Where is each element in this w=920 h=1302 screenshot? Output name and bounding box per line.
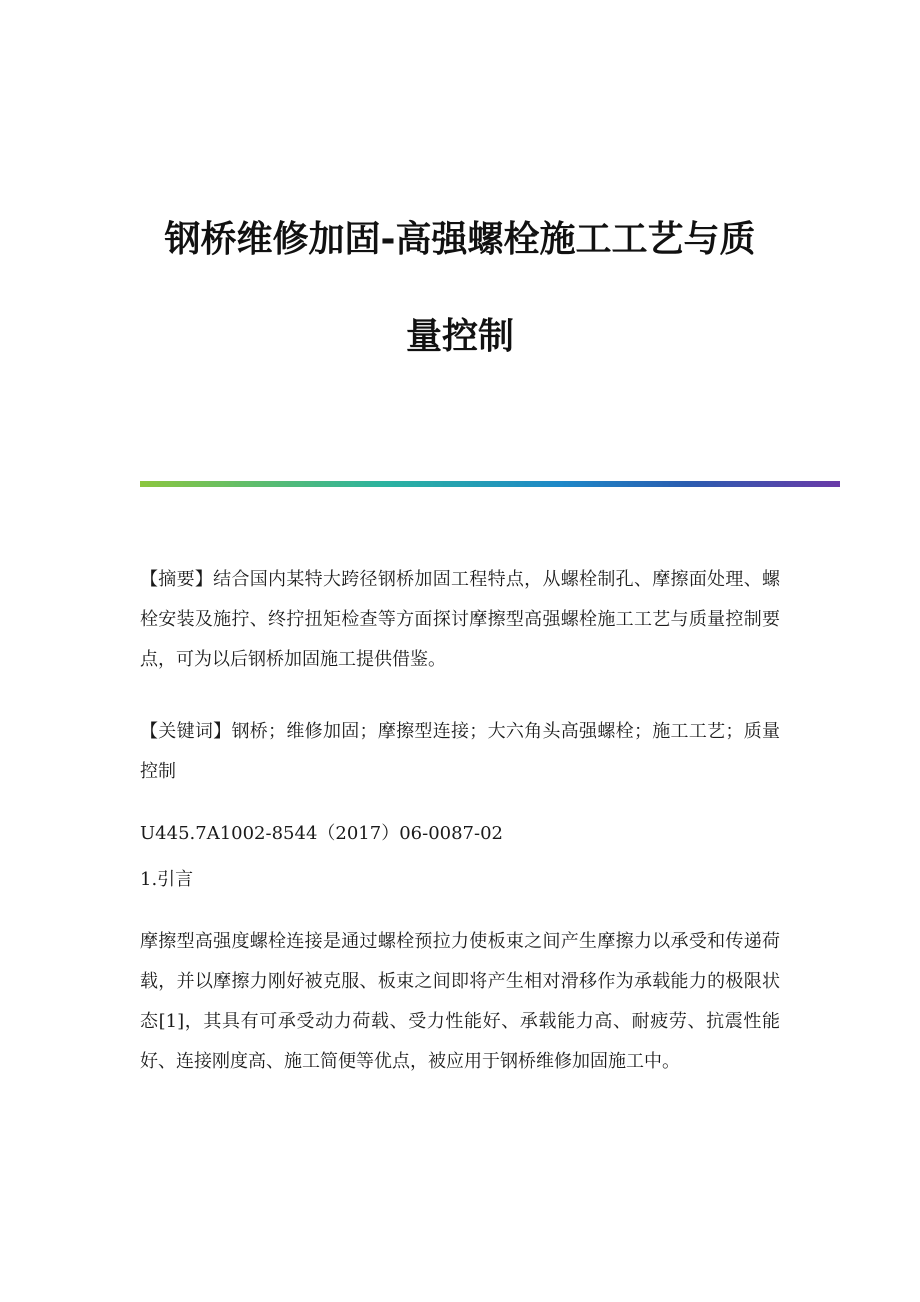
abstract-paragraph: 【摘要】结合国内某特大跨径钢桥加固工程特点，从螺栓制孔、摩擦面处理、螺栓安装及施拧、终拧扭矩检查等方面探讨摩擦型高强螺栓施工工艺与质量控制要点，可为以后钢桥加固施工提供借鉴。	[140, 569, 780, 670]
body-paragraph: 摩擦型高强度螺栓连接是通过螺栓预拉力使板束之间产生摩擦力以承受和传递荷载，并以摩擦力刚好被克服、板束之间即将产生相对滑移作为承载能力的极限状态[1]，其具有可承受动力荷载、受力性能好、承载能力高、耐疲劳、抗震性能好、连接刚度高、施工简便等优点，被应用于钢桥维修加固施工中。	[140, 931, 780, 1072]
gradient-divider	[140, 481, 840, 487]
section-heading: 1.引言	[140, 869, 194, 890]
keywords-paragraph: 【关键词】钢桥；维修加固；摩擦型连接；大六角头高强螺栓；施工工艺；质量控制	[140, 721, 780, 782]
classification-number: U445.7A1002-8544（2017）06-0087-02	[140, 823, 503, 844]
document-title-line-1: 钢桥维修加固-高强螺栓施工工艺与质	[164, 219, 756, 260]
document-title-line-2: 量控制	[405, 316, 514, 357]
